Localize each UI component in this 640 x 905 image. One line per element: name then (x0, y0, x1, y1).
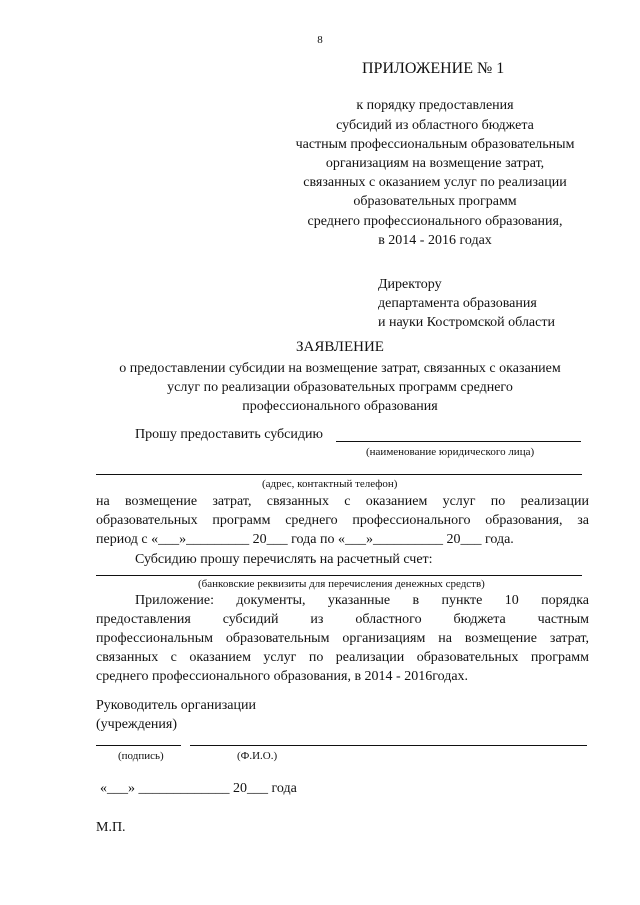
page-number: 8 (317, 34, 323, 46)
attachment-line: Приложение: документы, указанные в пункте 10 порядка (135, 593, 589, 608)
attachment-line: связанных с оказанием услуг по реализации образовательных программ (96, 650, 589, 665)
appendix-line: к порядку предоставления (356, 98, 514, 113)
transfer-label: Субсидию прошу перечислять на расчетный счет: (135, 552, 433, 567)
appendix-title: ПРИЛОЖЕНИЕ № 1 (362, 60, 505, 77)
appendix-line: связанных с оказанием услуг по реализации (303, 175, 567, 190)
attachment-line: профессиональным образовательным организациям на возмещение затрат, (96, 631, 589, 646)
legal-entity-field-line (336, 441, 581, 442)
addressee-line: департамента образования (378, 296, 537, 311)
addressee-line: Директору (378, 277, 442, 292)
statement-subtitle-line: профессионального образования (242, 399, 438, 414)
attachment-line: среднего профессионального образования, в 2014 - 2016годах. (96, 669, 469, 684)
statement-title: ЗАЯВЛЕНИЕ (296, 339, 384, 355)
bank-details-field-line (96, 575, 582, 576)
name-caption: (Ф.И.О.) (237, 750, 278, 762)
signature-field-line (96, 745, 181, 746)
seal-label: М.П. (96, 820, 126, 835)
appendix-line: организациям на возмещение затрат, (325, 156, 545, 171)
request-label: Прошу предоставить субсидию (135, 427, 323, 442)
appendix-line: образовательных программ (353, 194, 517, 209)
appendix-line: в 2014 - 2016 годах (378, 233, 492, 248)
signature-caption: (подпись) (118, 750, 164, 762)
date-line: «___» _____________ 20___ года (100, 781, 297, 796)
statement-subtitle-line: услуг по реализации образовательных программ среднего (167, 380, 513, 395)
head-title-line: Руководитель организации (96, 698, 256, 713)
head-title-line: (учреждения) (96, 717, 178, 732)
period-line: период с «___»_________ 20___ года по «___»__________ 20___ года. (96, 532, 514, 547)
appendix-line: частным профессиональным образовательным (295, 137, 575, 152)
statement-subtitle-line: о предоставлении субсидии на возмещение затрат, связанных с оказанием (119, 361, 561, 376)
appendix-line: субсидий из областного бюджета (336, 118, 534, 133)
purpose-line: на возмещение затрат, связанных с оказанием услуг по реализации (96, 494, 589, 509)
legal-entity-caption: (наименование юридического лица) (366, 446, 535, 458)
name-field-line (190, 745, 587, 746)
bank-caption: (банковские реквизиты для перечисления денежных средств) (198, 578, 485, 590)
purpose-line: образовательных программ среднего профессионального образования, за (96, 513, 589, 528)
address-caption: (адрес, контактный телефон) (262, 478, 398, 490)
addressee-line: и науки Костромской области (378, 315, 555, 330)
address-field-line (96, 474, 582, 475)
appendix-line: среднего профессионального образования, (307, 214, 563, 229)
attachment-line: предоставления субсидий из областного бюджета частным (96, 612, 589, 627)
